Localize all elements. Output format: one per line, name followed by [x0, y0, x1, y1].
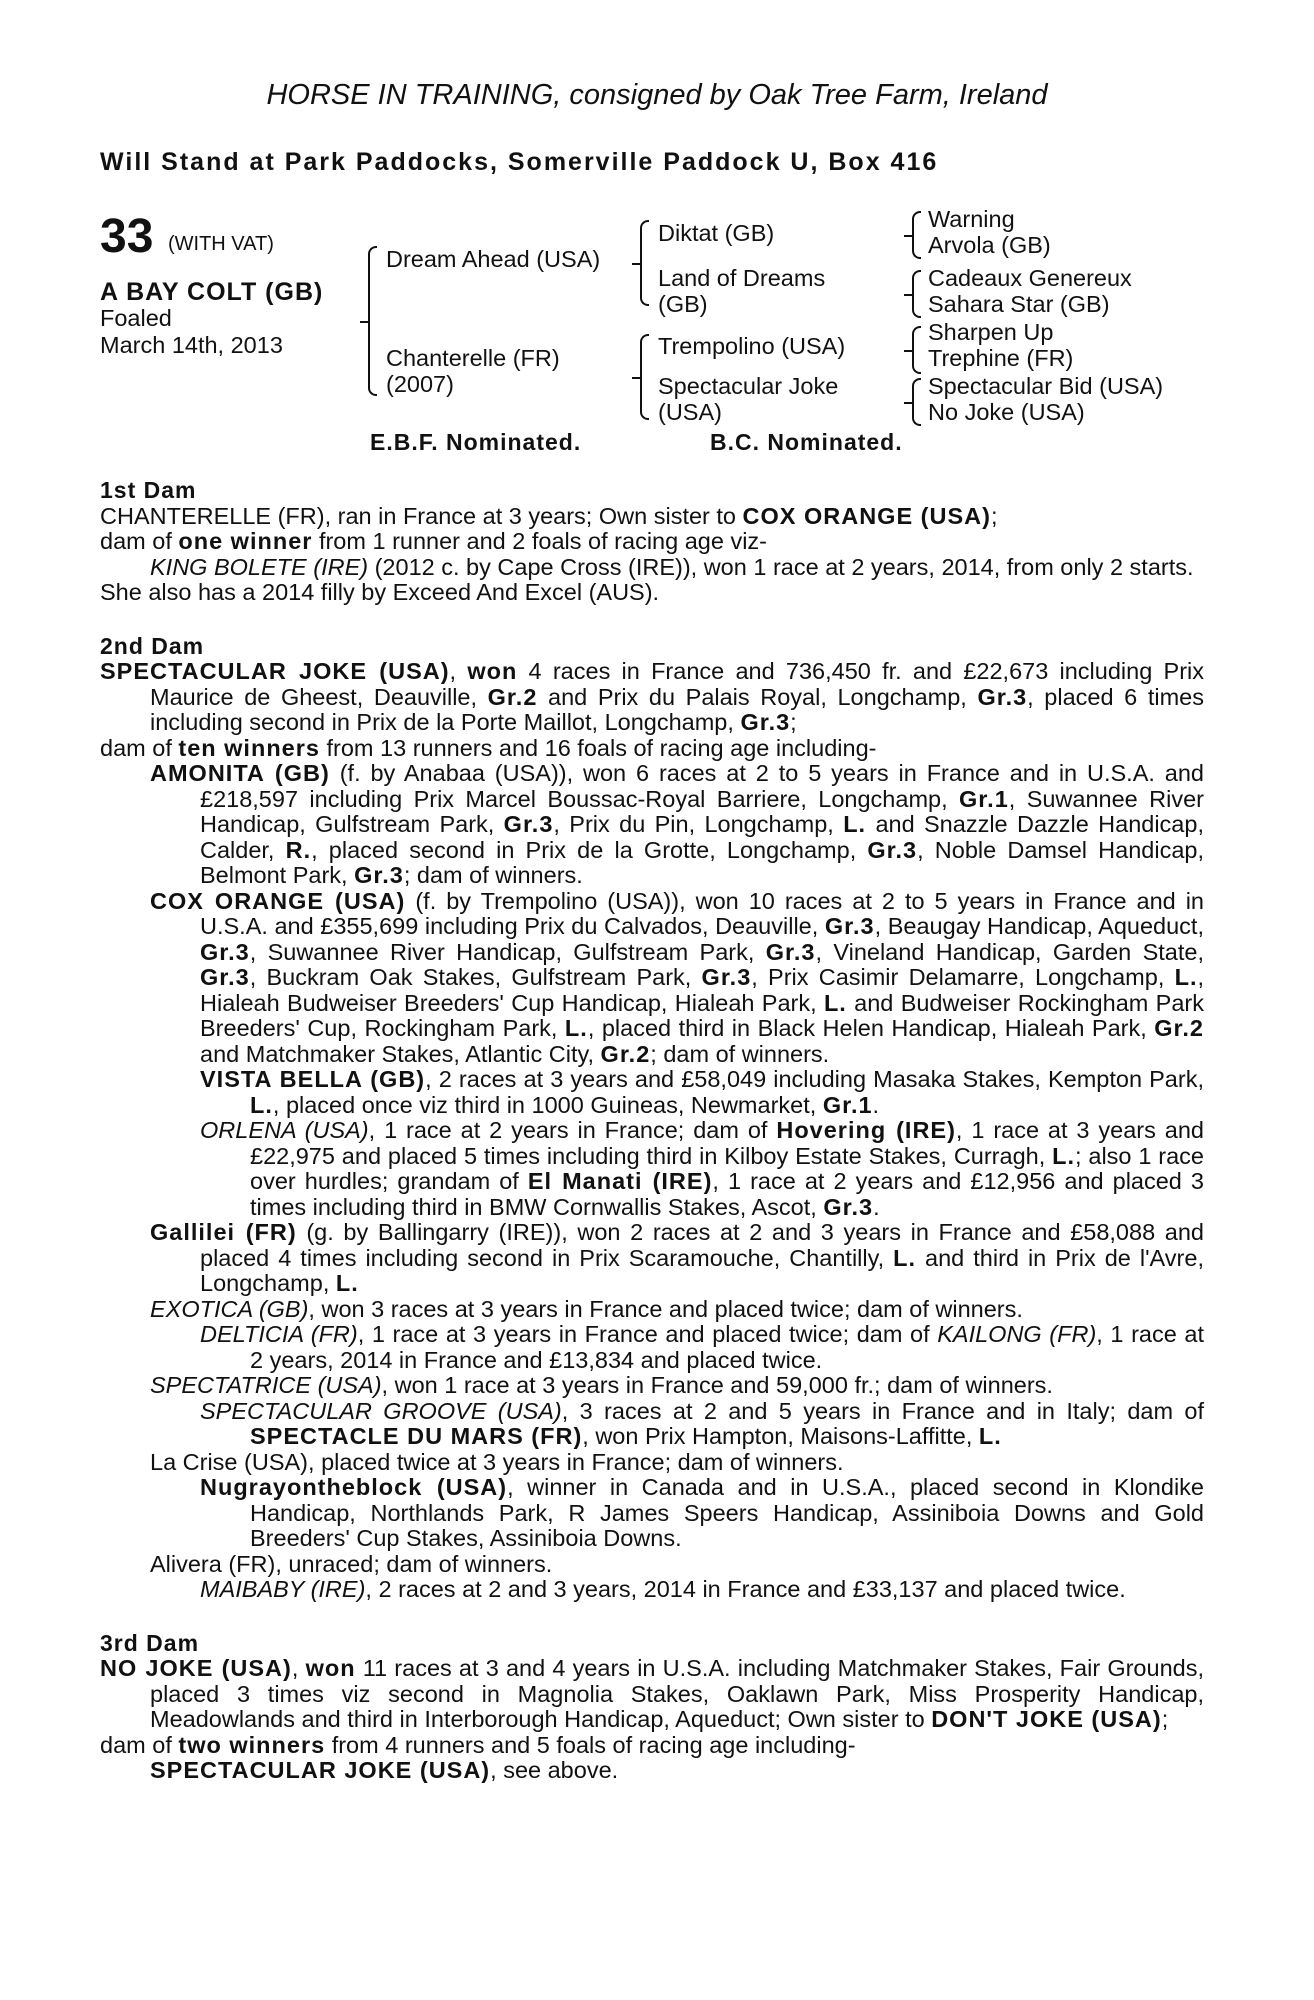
third-dam-produce-summary: dam of two winners from 4 runners and 5 foals of racing age including- — [100, 1731, 856, 1758]
pedigree-dam-line1: Chanterelle (FR) — [386, 345, 560, 371]
vat-note: (WITH VAT) — [168, 233, 274, 255]
pedigree-g3: Cadeaux Genereux — [928, 265, 1132, 291]
pedigree-g5: Sharpen Up — [928, 319, 1054, 345]
pedigree-dam-dam-line2: (USA) — [658, 399, 722, 425]
produce-entry: SPECTACULAR GROOVE (USA), 3 races at 2 and 5 years in France and in Italy; dam of SPECTACLE DU MARS (FR), won Prix Hampton, Maisons-Laffitte, L. — [200, 1397, 1204, 1449]
horse-description: A BAY COLT (GB) — [100, 278, 324, 306]
pedigree-brace-main — [368, 246, 377, 396]
foaled-label: Foaled — [100, 305, 172, 331]
pedigree-g8: No Joke (USA) — [928, 399, 1085, 425]
pedigree-brace-g34 — [912, 270, 921, 318]
pedigree-sire-dam-line2: (GB) — [658, 291, 708, 317]
pedigree-dam-line2: (2007) — [386, 371, 454, 397]
produce-entry: Gallilei (FR) (g. by Ballingarry (IRE)), won 2 races at 2 and 3 years in France and £58,088 and placed 4 times including second in Prix Scaramouche, Chantilly, L. and third in Prix de l'Avre, Longchamp, L. — [150, 1219, 1204, 1296]
pedigree-sire-dam-line1: Land of Dreams — [658, 265, 826, 291]
first-dam-note: She also has a 2014 filly by Exceed And Excel (AUS). — [100, 579, 660, 605]
pedigree-g4: Sahara Star (GB) — [928, 291, 1110, 317]
page-title: HORSE IN TRAINING, consigned by Oak Tree Farm, Ireland — [266, 79, 1048, 111]
produce-entry: EXOTICA (GB), won 3 races at 3 years in France and placed twice; dam of winners. — [150, 1295, 1023, 1322]
second-dam-produce-summary: dam of ten winners from 13 runners and 16 foals of racing age including- — [100, 734, 877, 761]
pedigree-sire: Dream Ahead (USA) — [386, 246, 601, 272]
produce-entry: DELTICIA (FR), 1 race at 3 years in France and placed twice; dam of KAILONG (FR), 1 race at 2 years, 2014 in France and £13,834 and placed twice. — [200, 1321, 1205, 1373]
first-dam-heading: 1st Dam — [100, 477, 197, 503]
pedigree-g2: Arvola (GB) — [928, 232, 1051, 258]
produce-entry: La Crise (USA), placed twice at 3 years in France; dam of winners. — [150, 1448, 844, 1475]
produce-entry: ORLENA (USA), 1 race at 2 years in France; dam of Hovering (IRE), 1 race at 3 years and £22,975 and placed 5 times including third in Kilboy Estate Stakes, Curragh, L.; also 1 race over hurdles; grandam of El Manati (IRE), 1 race at 2 years and £12,956 and placed 3 times including third in BMW Cornwallis Stakes, Ascot, Gr.3. — [200, 1117, 1204, 1220]
pedigree-g6: Trephine (FR) — [928, 345, 1074, 371]
first-dam-produce-summary: dam of one winner from 1 runner and 2 foals of racing age viz- — [100, 528, 767, 554]
third-dam-heading: 3rd Dam — [100, 1629, 200, 1656]
pedigree-dam-sire: Trempolino (USA) — [658, 333, 846, 359]
produce-entry: Nugrayontheblock (USA), winner in Canada and in U.S.A., placed second in Klondike Handicap, Northlands Park, R James Speers Handicap, Assiniboia Downs and Gold Breeders' Cup Stakes, Assiniboia Downs. — [200, 1474, 1204, 1551]
second-dam-heading: 2nd Dam — [100, 632, 205, 659]
produce-entry: MAIBABY (IRE), 2 races at 2 and 3 years, 2014 in France and £33,137 and placed twice. — [200, 1576, 1126, 1602]
ebf-nominated: E.B.F. Nominated. — [370, 429, 582, 455]
pedigree-brace-sire — [640, 220, 649, 306]
pedigree-brace-dam — [640, 334, 649, 420]
first-dam-foal: KING BOLETE (IRE) (2012 c. by Cape Cross (IRE)), won 1 race at 2 years, 2014, from only 2 starts. — [150, 553, 1194, 580]
lot-number: 33 — [100, 210, 154, 263]
pedigree-g1: Warning — [928, 206, 1015, 232]
produce-entry: COX ORANGE (USA) (f. by Trempolino (USA)), won 10 races at 2 to 5 years in France and in U.S.A. and £355,699 including Prix du Calvados, Deauville, Gr.3, Beaugay Handicap, Aqueduct, Gr.3, Suwannee River Handicap, Gulfstream Park, Gr.3, Vineland Handicap, Garden State, Gr.3, Buckram Oak Stakes, Gulfstream Park, Gr.3, Prix Casimir Delamarre, Longchamp, L., Hialeah Budweiser Breeders' Cup Handicap, Hialeah Park, L. and Budweiser Rockingham Park Breeders' Cup, Rockingham Park, L., placed third in Black Helen Handicap, Hialeah Park, Gr.2 and Matchmaker Stakes, Atlantic City, Gr.2; dam of winners. — [150, 887, 1205, 1067]
third-dam-line: NO JOKE (USA), won 11 races at 3 and 4 years in U.S.A. including Matchmaker Stakes, Fair Grounds, placed 3 times viz second in Magnolia Stakes, Oaklawn Park, Miss Prosperity Handicap, Meadowlands and third in Interborough Handicap, Aqueduct; Own sister to DON'T JOKE (USA); — [100, 1655, 1204, 1732]
foaled-date: March 14th, 2013 — [100, 332, 283, 358]
pedigree-sire-sire: Diktat (GB) — [658, 220, 775, 246]
catalogue-body — [100, 478, 1204, 1784]
produce-entry: VISTA BELLA (GB), 2 races at 3 years and £58,049 including Masaka Stakes, Kempton Park, L., placed once viz third in 1000 Guineas, Newmarket, Gr.1. — [200, 1066, 1204, 1118]
produce-entry: SPECTACULAR JOKE (USA), see above. — [150, 1757, 619, 1783]
pedigree-brace-g12 — [912, 211, 921, 259]
pedigree-brace-g78 — [912, 378, 921, 426]
produce-entry: AMONITA (GB) (f. by Anabaa (USA)), won 6 races at 2 to 5 years in France and in U.S.A. and £218,597 including Prix Marcel Boussac-Royal Barriere, Longchamp, Gr.1, Suwannee River Handicap, Gulfstream Park, Gr.3, Prix du Pin, Longchamp, L. and Snazzle Dazzle Handicap, Calder, R., placed second in Prix de la Grotte, Longchamp, Gr.3, Noble Damsel Handicap, Belmont Park, Gr.3; dam of winners. — [150, 760, 1204, 888]
stand-location: Will Stand at Park Paddocks, Somerville Paddock U, Box 416 — [100, 148, 939, 176]
pedigree-dam-dam-line1: Spectacular Joke — [658, 373, 839, 399]
second-dam-line: SPECTACULAR JOKE (USA), won 4 races in France and 736,450 fr. and £22,673 including Prix Maurice de Gheest, Deauville, Gr.2 and Prix du Palais Royal, Longchamp, Gr.3, placed 6 times including second in Prix de la Porte Maillot, Longchamp, Gr.3; — [100, 658, 1204, 735]
pedigree-brace-g56 — [912, 326, 921, 374]
pedigree-g7: Spectacular Bid (USA) — [928, 373, 1164, 399]
produce-entry: Alivera (FR), unraced; dam of winners. — [150, 1550, 553, 1577]
produce-entry: SPECTATRICE (USA), won 1 race at 3 years in France and 59,000 fr.; dam of winners. — [150, 1372, 1053, 1398]
bc-nominated: B.C. Nominated. — [710, 429, 903, 455]
first-dam-line: CHANTERELLE (FR), ran in France at 3 years; Own sister to COX ORANGE (USA); — [100, 502, 998, 529]
